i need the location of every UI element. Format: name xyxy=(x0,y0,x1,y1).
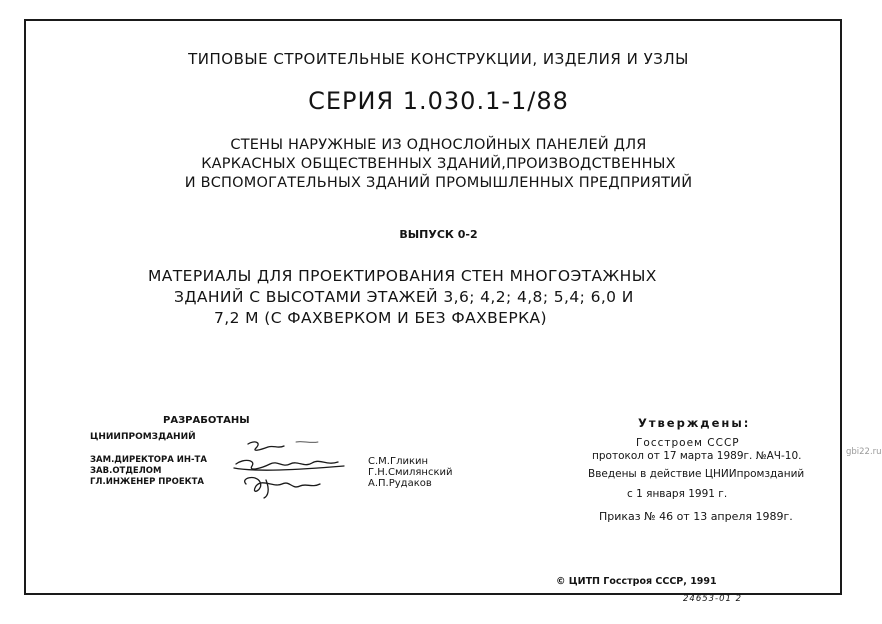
signatory-roles xyxy=(90,455,207,488)
copyright-notice: © ЦИТП Госстроя СССР, 1991 xyxy=(556,576,717,587)
materials-line-2: ЗДАНИЙ С ВЫСОТАМИ ЭТАЖЕЙ 3,6; 4,2; 4,8; 5,4; 6,0 И xyxy=(174,288,634,306)
handwritten-signatures xyxy=(226,438,356,500)
materials-line-1: МАТЕРИАЛЫ ДЛЯ ПРОЕКТИРОВАНИЯ СТЕН МНОГОЭТАЖНЫХ xyxy=(148,267,657,285)
order-reference: Приказ № 46 от 13 апреля 1989г. xyxy=(599,510,793,523)
approving-authority: Госстроем СССР xyxy=(636,437,740,449)
role-chief-engineer: ГЛ.ИНЖЕНЕР ПРОЕКТА xyxy=(90,477,204,487)
series-number: СЕРИЯ 1.030.1-1/88 xyxy=(308,87,569,115)
approved-heading: Утверждены: xyxy=(638,416,751,430)
signatory-names xyxy=(368,456,452,489)
document-title xyxy=(0,136,877,193)
name-smilyanskiy: Г.Н.Смилянский xyxy=(368,467,453,478)
name-glikin: С.М.Гликин xyxy=(368,456,429,467)
approval-protocol: протокол от 17 марта 1989г. №АЧ-10. xyxy=(592,450,802,462)
materials-description xyxy=(148,266,657,329)
developed-by-heading: РАЗРАБОТАНЫ xyxy=(163,415,250,426)
role-deputy-director: ЗАМ.ДИРЕКТОРА ИН-ТА xyxy=(90,455,207,465)
document-title-line-3: И ВСПОМОГАТЕЛЬНЫХ ЗДАНИЙ ПРОМЫШЛЕННЫХ ПРЕДПРИЯТИЙ xyxy=(184,175,693,191)
issue-number: ВЫПУСК 0-2 xyxy=(399,228,478,241)
developer-organization: ЦНИИПРОМЗДАНИЙ xyxy=(90,432,196,442)
document-number: 24653-01 2 xyxy=(683,594,743,604)
role-department-head: ЗАВ.ОТДЕЛОМ xyxy=(90,466,162,476)
watermark-text: gbi22.ru xyxy=(846,447,882,457)
document-title-line-1: СТЕНЫ НАРУЖНЫЕ ИЗ ОДНОСЛОЙНЫХ ПАНЕЛЕЙ ДЛЯ xyxy=(230,137,647,153)
enacted-by: Введены в действие ЦНИИпромзданий xyxy=(588,468,805,480)
document-title-line-2: КАРКАСНЫХ ОБЩЕСТВЕННЫХ ЗДАНИЙ,ПРОИЗВОДСТВЕННЫХ xyxy=(201,156,676,172)
materials-line-3: 7,2 М (С ФАХВЕРКОМ И БЕЗ ФАХВЕРКА) xyxy=(214,309,547,327)
name-rudakov: А.П.Рудаков xyxy=(368,478,432,489)
effective-date: с 1 января 1991 г. xyxy=(627,488,728,500)
series-category-title: ТИПОВЫЕ СТРОИТЕЛЬНЫЕ КОНСТРУКЦИИ, ИЗДЕЛИЯ И УЗЛЫ xyxy=(188,50,689,68)
